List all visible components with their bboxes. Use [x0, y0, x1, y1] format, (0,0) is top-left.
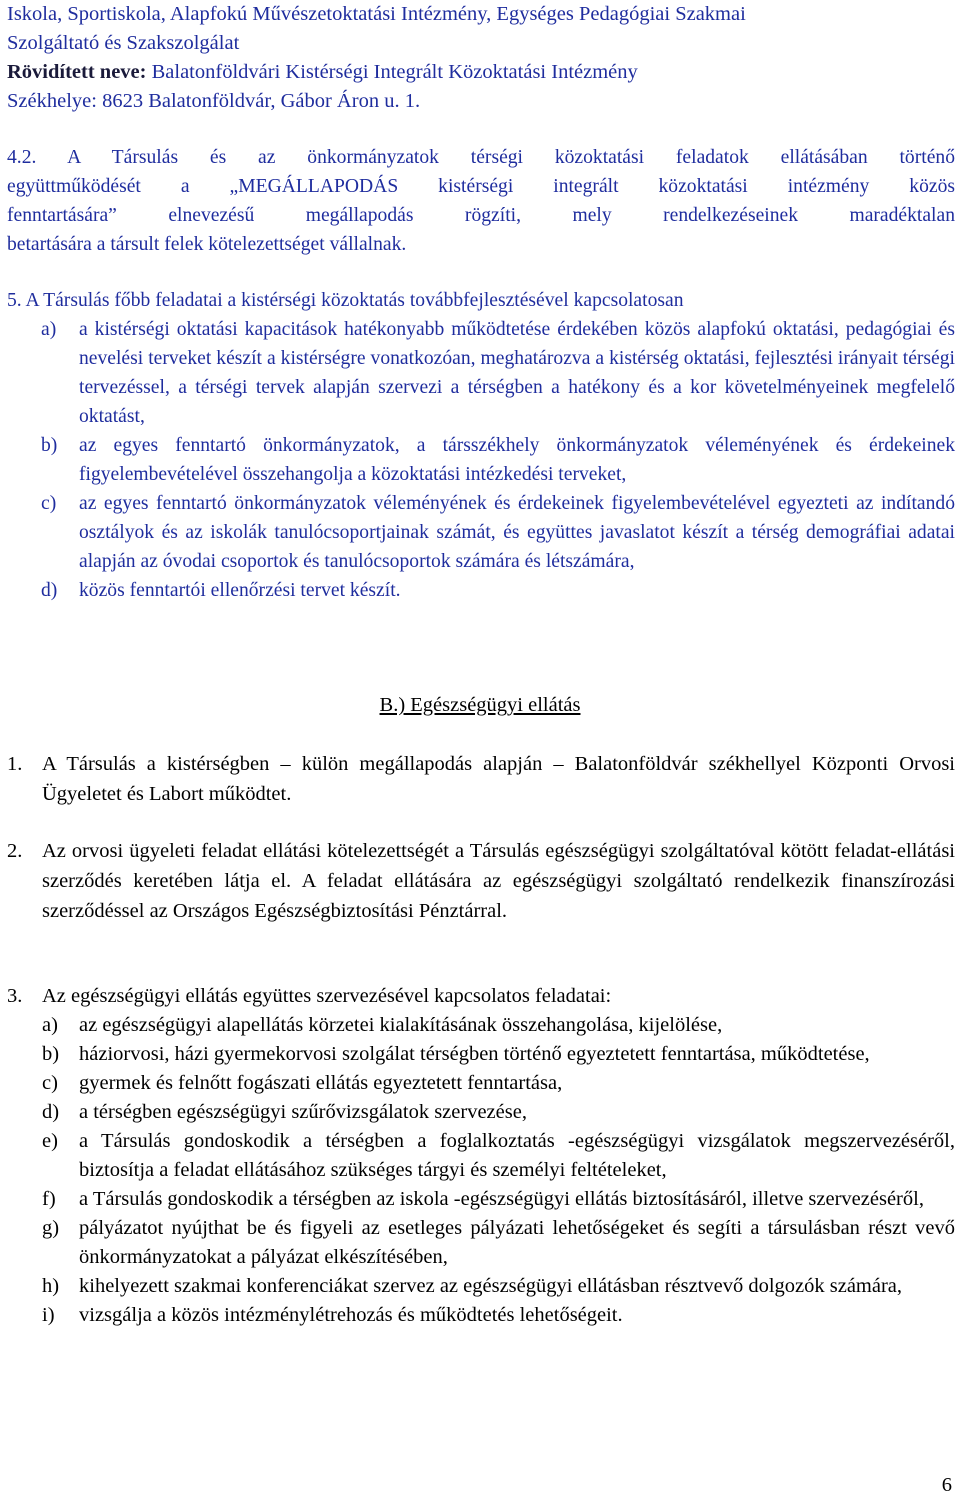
list-item — [7, 315, 955, 431]
list-item-label: c) — [42, 1072, 58, 1094]
list-item-label: e) — [42, 1130, 58, 1152]
list-item-label: f) — [42, 1188, 56, 1210]
section-5 — [7, 286, 955, 605]
section-5-intro: 5. A Társulás főbb feladatai a kistérségi közoktatás továbbfejlesztésével kapcsolatosan — [7, 290, 684, 311]
list-item — [7, 1272, 955, 1301]
header-line-3 — [7, 58, 957, 87]
list-item — [7, 1301, 955, 1330]
header-short-name-label: Rövidített neve: — [7, 61, 147, 83]
section-b-title-text: B.) Egészségügyi ellátás — [379, 694, 581, 716]
list-item-text: kihelyezett szakmai konferenciákat szervez az egészségügyi ellátásban résztvevő dolgozók számára, — [79, 1275, 903, 1297]
paragraph-number: 1. — [7, 753, 23, 775]
list-item-text: a térségben egészségügyi szűrővizsgálatok szervezése, — [79, 1101, 527, 1123]
list-item-text: a kistérségi oktatási kapacitások hatékonyabb működtetése érdekében közös alapfokú oktatási, pedagógiai és nevelési terveket készít a kistérségre vonatkozóan, meghatározva a kistérség oktatási, fejlesztési irányait térségi tervezéssel, a térségi tervek alapján szervezi a térségben a hatékony és a kor követelményeinek megfelelő oktatást, — [79, 319, 955, 427]
list-item — [7, 1011, 955, 1040]
list-item-label: a) — [42, 1014, 58, 1036]
list-item-label: c) — [41, 493, 57, 514]
section-b-paragraph-3 — [7, 982, 955, 1330]
list-item-text: az egyes fenntartó önkormányzatok véleményének és érdekeinek figyelembevételével egyezteti az indítandó osztályok és az iskolák tanulócsoportjainak számát, és együttes javaslatot készít a térség demográfiai adatai alapján az óvodai csoportok és tanulócsoportok számára és létszámára, — [79, 493, 955, 572]
list-item-text: háziorvosi, házi gyermekorvosi szolgálat térségben történő egyeztetett fenntartása, működtetése, — [79, 1043, 870, 1065]
list-item-label: a) — [41, 319, 57, 340]
list-item-label: h) — [42, 1275, 60, 1297]
paragraph-intro: Az egészségügyi ellátás együttes szervezésével kapcsolatos feladatai: — [42, 985, 612, 1007]
section-4-2-line-4: betartására a társult felek kötelezettséget vállalnak. — [7, 234, 407, 255]
list-item-label: d) — [41, 580, 58, 601]
list-item-label: g) — [42, 1217, 60, 1239]
list-item-label: d) — [42, 1101, 60, 1123]
section-4-2-line-2: együttműködését a „MEGÁLLAPODÁS kistérségi integrált közoktatási intézmény közös — [7, 176, 955, 197]
header-line-2: Szolgáltató és Szakszolgálat — [7, 32, 240, 54]
page-number: 6 — [941, 1474, 952, 1496]
header-short-name-value: Balatonföldvári Kistérségi Integrált Közoktatási Intézmény — [146, 61, 638, 83]
list-item — [7, 489, 955, 576]
list-item-text: a Társulás gondoskodik a térségben a foglalkoztatás -egészségügyi vizsgálatok megszervezéséről, biztosítja a feladat ellátásához szükséges tárgyi és személyi feltételeket, — [79, 1130, 955, 1181]
list-item-text: gyermek és felnőtt fogászati ellátás egyeztetett fenntartása, — [79, 1072, 563, 1094]
header-line-1: Iskola, Sportiskola, Alapfokú Művészetoktatási Intézmény, Egységes Pedagógiai Szakmai — [7, 3, 746, 25]
list-item-label: b) — [41, 435, 58, 456]
list-item-label: i) — [42, 1304, 55, 1326]
list-item-text: vizsgálja a közös intézménylétrehozás és működtetés lehetőségeit. — [79, 1304, 623, 1326]
list-item — [7, 1127, 955, 1185]
list-item-text: a Társulás gondoskodik a térségben az iskola -egészségügyi ellátás biztosításáról, illetve szervezéséről, — [79, 1188, 924, 1210]
section-4-2 — [7, 143, 955, 259]
list-item — [7, 1098, 955, 1127]
list-item-label: b) — [42, 1043, 60, 1065]
section-4-2-line-1: 4.2. A Társulás és az önkormányzatok térségi közoktatási feladatok ellátásában történő — [7, 147, 955, 168]
header-line-4: Székhelye: 8623 Balatonföldvár, Gábor Áron u. 1. — [7, 90, 421, 112]
section-b-paragraph-2 — [7, 836, 955, 926]
paragraph-number: 3. — [7, 985, 23, 1007]
list-item-text: közös fenntartói ellenőrzési tervet készít. — [79, 580, 401, 601]
paragraph-text: Az orvosi ügyeleti feladat ellátási kötelezettségét a Társulás egészségügyi szolgáltatóval kötött feladat-ellátási szerződés keretében látja el. A feladat ellátására az egészségügyi szolgáltató rendelkezik finanszírozási szerződéssel az Országos Egészségbiztosítási Pénztárral. — [42, 840, 955, 922]
list-item — [7, 1214, 955, 1272]
section-b-title — [0, 690, 960, 720]
list-item — [7, 1185, 955, 1214]
section-b-paragraph-1 — [7, 749, 955, 809]
list-item — [7, 1040, 955, 1069]
list-item-text: az egyes fenntartó önkormányzatok, a társszékhely önkormányzatok véleményének és érdekeinek figyelembevételével összehangolja a közoktatási intézkedési terveket, — [79, 435, 955, 485]
paragraph-text: A Társulás a kistérségben – külön megállapodás alapján – Balatonföldvár székhellyel Központi Orvosi Ügyeletet és Labort működtet. — [42, 753, 955, 805]
list-item — [7, 1069, 955, 1098]
list-item-text: az egészségügyi alapellátás körzetei kialakításának összehangolása, kijelölése, — [79, 1014, 723, 1036]
list-item-text: pályázatot nyújthat be és figyeli az esetleges pályázati lehetőségeket és segíti a társulásban részt vevő önkormányzatokat a pályázat elkészítésében, — [79, 1217, 955, 1268]
list-item — [7, 576, 955, 605]
paragraph-number: 2. — [7, 840, 23, 862]
section-4-2-line-3: fenntartására” elnevezésű megállapodás rögzíti, mely rendelkezéseinek maradéktalan — [7, 205, 955, 226]
list-item — [7, 431, 955, 489]
